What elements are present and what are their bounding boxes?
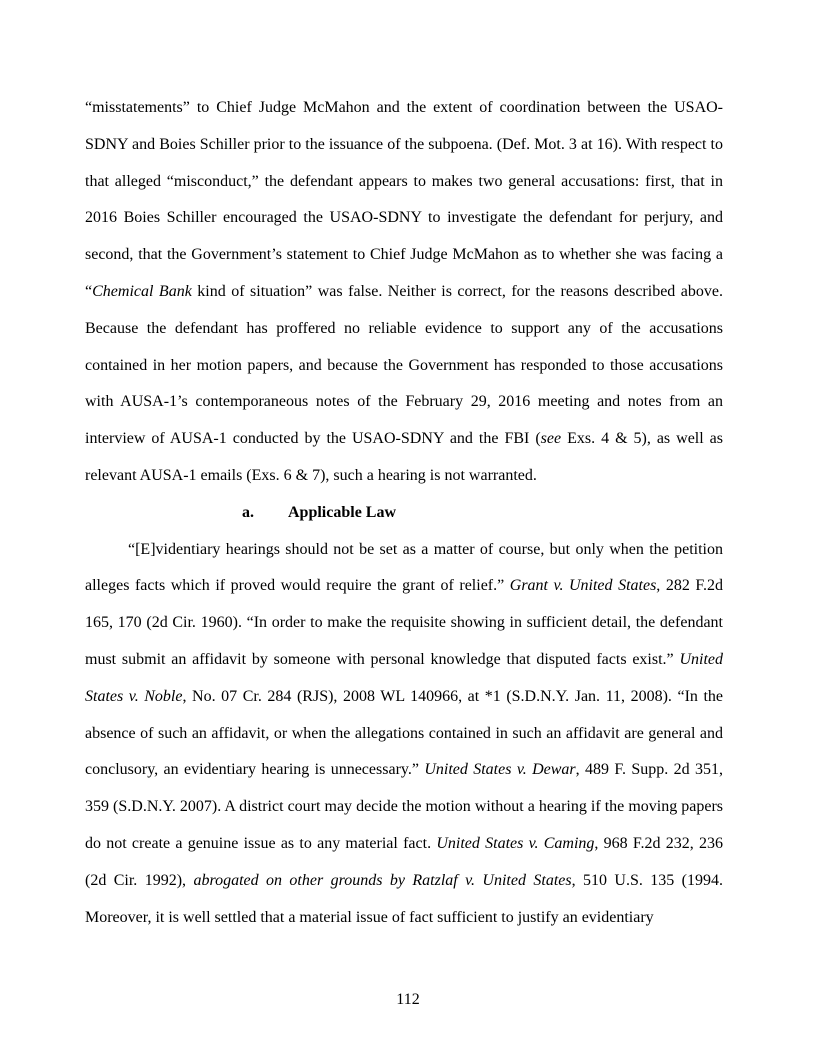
page-number: 112 xyxy=(396,991,420,1008)
paragraph-applicable-law xyxy=(85,532,723,937)
text-run: , 510 U.S. 135 (1994. Moreover, it is well settled that a material issue of fact sufficient to justify an evidentiary xyxy=(85,871,724,926)
text-run: see xyxy=(540,430,562,448)
heading-number: a. xyxy=(242,503,254,521)
text-run: , 489 F. Supp. 2d 351, 359 (S.D.N.Y. 2007). A district court may decide the motion without a hearing if the moving papers do not create a genuine issue as to any material fact. xyxy=(85,761,724,852)
text-run: United States v. Dewar xyxy=(424,761,576,779)
text-run: abrogated on other grounds by Ratzlaf v. United States xyxy=(193,871,572,889)
text-run: Grant v. United States xyxy=(509,577,657,595)
text-run: kind of situation” was false. Neither is correct, for the reasons described above. Because the defendant has proffered no reliable evidence to support any of the accusations contained in her motion papers, and because the Government has responded to those accusations with AUSA-1’s contemporaneous notes of the February 29, 2016 meeting and notes from an interview of AUSA-1 conducted by the USAO-SDNY and the FBI ( xyxy=(85,282,723,448)
text-run: Exs. 4 & 5), as well as relevant AUSA-1 emails (Exs. 6 & 7), such a hearing is not warranted. xyxy=(85,430,723,484)
text-run: United States v. Noble xyxy=(85,650,723,705)
text-run: , 282 F.2d 165, 170 (2d Cir. 1960). “In order to make the requisite showing in sufficient detail, the defendant must submit an affidavit by someone with personal knowledge that disputed facts exist.” xyxy=(85,577,723,668)
heading-title: Applicable Law xyxy=(288,503,397,521)
text-run: Chemical Bank xyxy=(92,282,192,300)
text-run: , No. 07 Cr. 284 (RJS), 2008 WL 140966, at *1 (S.D.N.Y. Jan. 11, 2008). “In the absence of such an affidavit, or when the allegations contained in such an affidavit are general and conclusory, an evidentiary hearing is unnecessary.” xyxy=(85,687,724,779)
text-run: “misstatements” to Chief Judge McMahon and the extent of coordination between the USAO-SDNY and Boies Schiller prior to the issuance of the subpoena. (Def. Mot. 3 at 16). With respect to that alleged “misconduct,” the defendant appears to makes two general accusations: first, that in 2016 Boies Schiller encouraged the USAO-SDNY to investigate the defendant for perjury, and second, that the Government’s statement to Chief Judge McMahon as to whether she was facing a “ xyxy=(85,99,723,300)
body-text xyxy=(85,90,723,936)
text-run: “[E]videntiary hearings should not be set as a matter of course, but only when the petition alleges facts which if proved would require the grant of relief.” xyxy=(85,540,723,595)
text-run: , 968 F.2d 232, 236 (2d Cir. 1992), xyxy=(85,834,724,889)
section-heading xyxy=(85,495,723,532)
paragraph-continuation xyxy=(85,90,723,495)
text-run: United States v. Caming xyxy=(436,834,595,852)
